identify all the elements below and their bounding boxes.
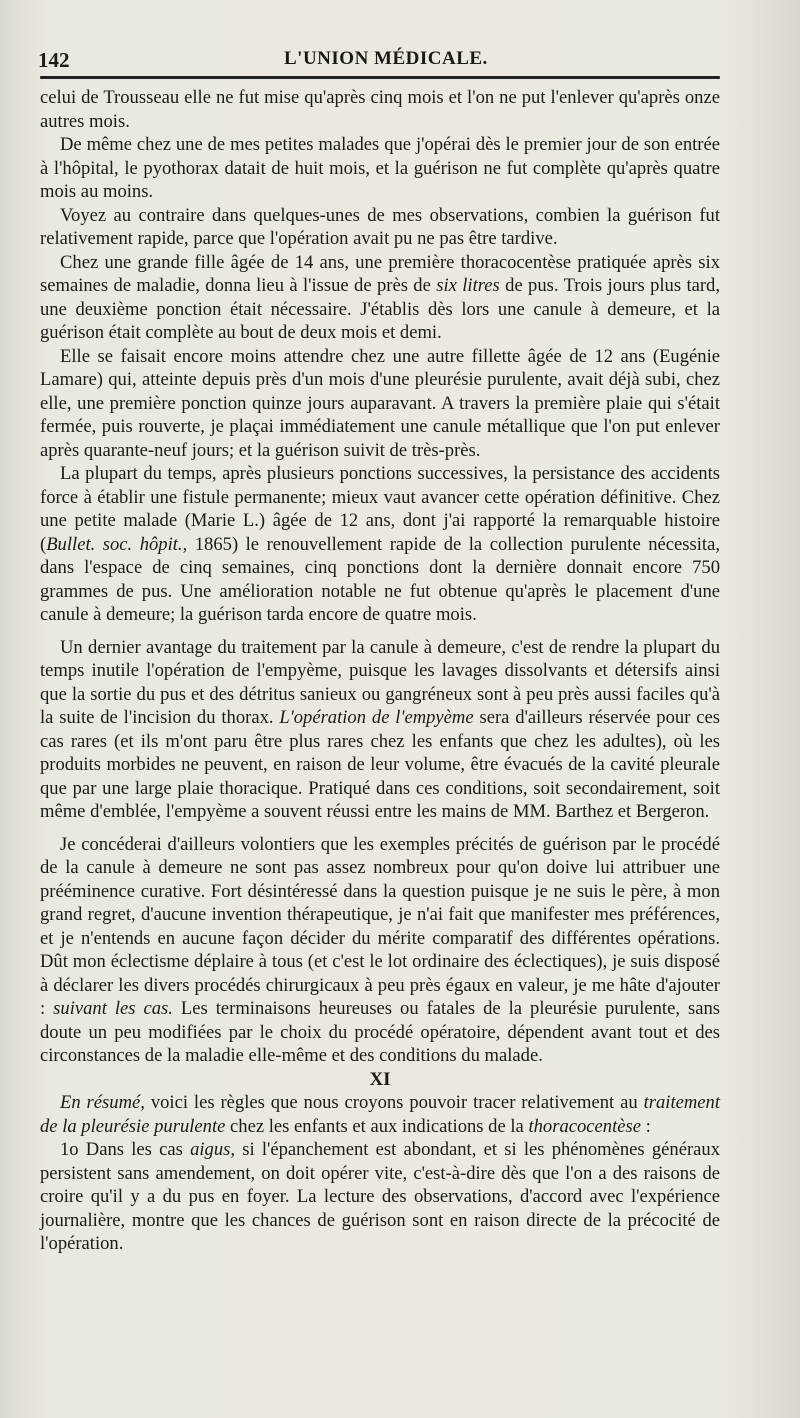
article-body xyxy=(40,86,720,1256)
italic-text: L'opération de l'empyème xyxy=(279,707,474,728)
page-number: 142 xyxy=(38,48,70,72)
text-run: La plupart du temps, après plusieurs ponctions successives, la persistance des accidents force à établir une fistule permanente; mieux vaut avancer cette opération définitive. Chez une petite malade (Marie L.) âgée de 12 ans, dont j'ai rapporté la remarquable histoire ( xyxy=(40,463,720,555)
text-run: , 1865) le renouvellement rapide de la collection purulente nécessita, dans l'espace de cinq semaines, cinq ponctions dont la dernière donnait encore 750 grammes de pus. Une amélioration notable ne fut obtenue qu'après le placement d'une canule à demeure; la guérison tarda encore de quatre mois. xyxy=(40,533,720,625)
italic-text: aigus, xyxy=(190,1139,236,1160)
paragraph xyxy=(40,1091,720,1138)
italic-text: thoracocentèse xyxy=(528,1115,642,1137)
paragraph xyxy=(40,251,720,345)
italic-text: six litres xyxy=(436,275,500,296)
section-heading: XI xyxy=(369,1068,391,1090)
text-run: de pus. Trois jours plus tard, une deuxième ponction était nécessaire. J'établis dès lors une canule à demeure, et la guérison était complète au bout de deux mois et demi. xyxy=(40,275,720,343)
running-title: L'UNION MÉDICALE. xyxy=(284,48,488,69)
italic-text: En résumé, xyxy=(60,1092,145,1113)
text-run: voici les règles que nous croyons pouvoir tracer relativement au xyxy=(144,1092,644,1113)
paragraph xyxy=(40,833,720,1068)
text-run: : xyxy=(641,1115,651,1137)
page-header xyxy=(38,44,718,74)
paragraph: celui de Trousseau elle ne fut mise qu'après cinq mois et l'on ne put l'enlever qu'après onze autres mois. xyxy=(40,87,720,132)
italic-text: traitement de la pleurésie purulente xyxy=(40,1092,721,1137)
header-rule xyxy=(40,76,720,79)
text-run: Chez une grande fille âgée de 14 ans, une première thoracocentèse pratiquée après six semaines de maladie, donna lieu à l'issue de près de xyxy=(40,251,720,296)
text-run: Un dernier avantage du traitement par la canule à demeure, c'est de rendre la plupart du temps inutile l'opération de l'empyème, puisque les lavages dissolvants et détersifs ainsi que la sortie du pus et des détritus sanieux ou gangréneux sont à peu près aussi faciles qu'à la suite de l'incision du thorax. xyxy=(40,636,720,728)
paragraph xyxy=(40,636,720,824)
paragraph xyxy=(40,462,720,627)
text-run: si l'épanchement est abondant, et si les phénomènes généraux persistent sans amendement, on doit opérer vite, c'est-à-dire dès que l'on a des raisons de croire qu'il y a du pus en foyer. La lecture des observations, d'accord avec l'expérience journalière, montre que les chances de guérison sont en raison directe de la précocité de l'opération. xyxy=(40,1139,720,1254)
paragraph: De même chez une de mes petites malades que j'opérai dès le premier jour de son entrée à l'hôpital, le pyothorax datait de huit mois, et la guérison ne fut complète qu'après quatre mois au moins. xyxy=(40,134,720,202)
text-run: sera d'ailleurs réservée pour ces cas rares (et ils m'ont paru être plus rares chez les enfants que chez les adultes), où les produits morbides ne peuvent, en raison de leur volume, être évacués de la cavité pleurale que par une large plaie thoracique. Pratiqué dans ces conditions, soit secondairement, soit même d'emblée, l'empyème a souvent réussi entre les mains de MM. Barthez et Bergeron. xyxy=(40,707,720,822)
text-run: 1o Dans les cas xyxy=(60,1139,191,1160)
text-run: chez les enfants et aux indications de la xyxy=(225,1115,529,1137)
text-run: Les terminaisons heureuses ou fatales de la pleurésie purulente, sans doute un peu modifiées par le choix du procédé opératoire, dépendent avant tout et des circonstances de la maladie elle-même et des conditions du malade. xyxy=(40,998,720,1066)
citation: Bullet. soc. hôpit. xyxy=(46,533,183,555)
paragraph: Elle se faisait encore moins attendre chez une autre fillette âgée de 12 ans (Eugénie Lamare) qui, atteinte depuis près d'un mois d'une pleurésie purulente, avait déjà subi, chez elle, une première ponction quinze jours auparavant. A travers la première plaie qui s'était fermée, puis rouverte, je plaçai immédiatement une canule métallique que l'on put enlever après quarante-neuf jours; et la guérison suivit de très-près. xyxy=(40,345,720,461)
paragraph xyxy=(40,1138,720,1256)
text-run: Je concéderai d'ailleurs volontiers que les exemples précités de guérison par le procédé de la canule à demeure ne sont pas assez nombreux pour qu'on doive lui attribuer une prééminence curative. Fort désintéressé dans la question puisque je ne suis le père, à mon grand regret, d'aucune invention thérapeutique, je n'ai fait que manifester mes préférences, et je n'entends en aucune façon décider du mérite comparatif des différentes opérations. Dût mon éclectisme déplaire à tous (et c'est le lot ordinaire des éclectiques), je suis disposé à déclarer les divers procédés chirurgicaux à peu près égaux en valeur, je me hâte d'ajouter : xyxy=(40,833,720,1019)
italic-text: suivant les cas. xyxy=(53,998,173,1019)
paragraph: Voyez au contraire dans quelques-unes de mes observations, combien la guérison fut relativement rapide, parce que l'opération avait pu ne pas être tardive. xyxy=(40,204,720,249)
